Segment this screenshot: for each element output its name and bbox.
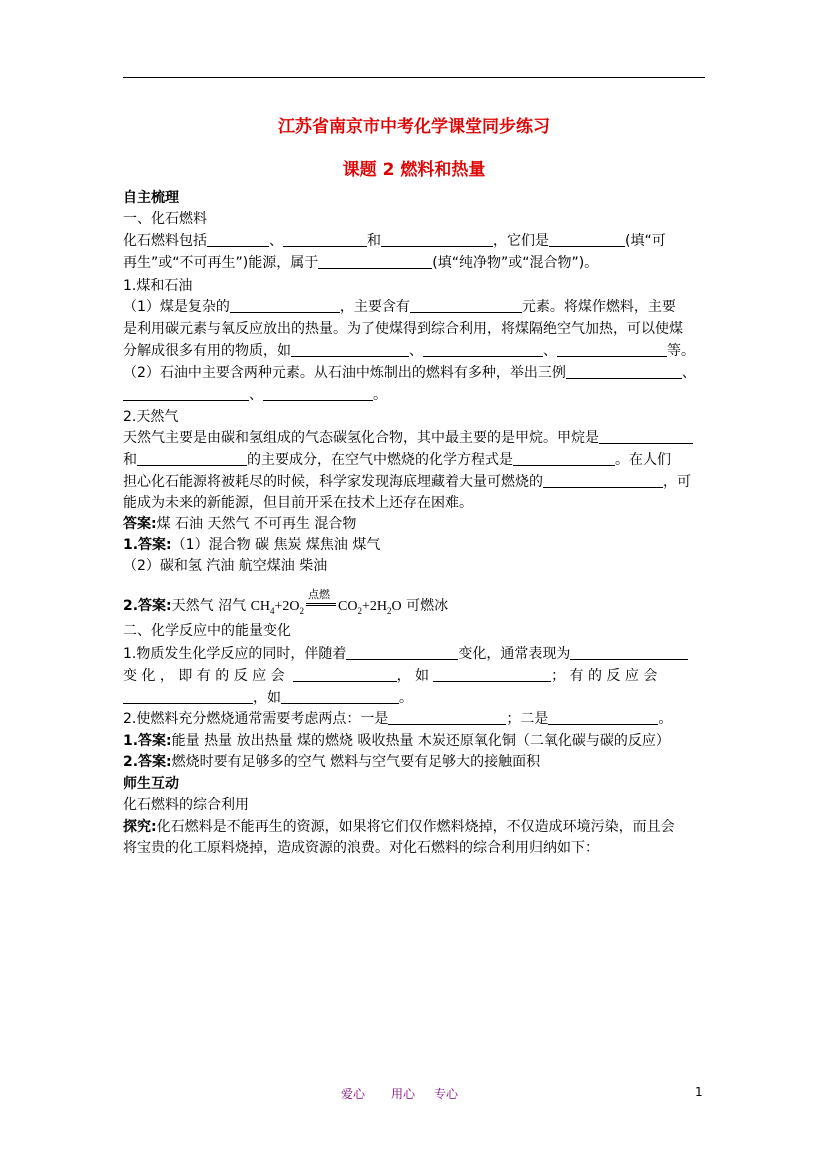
question-text: 分解成很多有用的物质，如 — [123, 343, 291, 359]
fill-blank[interactable] — [543, 473, 663, 488]
question-line — [123, 342, 705, 360]
question-text: 天然气主要是由碳和氢组成的气态碳氢化合物，其中最主要的是甲烷。甲烷是 — [123, 430, 599, 446]
formula-part: CO — [338, 599, 358, 614]
question-text: ； 有 的 反 应 会 — [551, 668, 658, 684]
answer-line — [123, 515, 705, 533]
formula-part: O — [391, 599, 402, 614]
formula-part: +2H — [362, 599, 388, 614]
fill-blank[interactable] — [423, 342, 543, 357]
formula-subscript: 2 — [357, 605, 362, 616]
footer-text: 专心 — [434, 1087, 459, 1101]
page-subtitle: 课题 2 燃料和热量 — [342, 160, 486, 180]
fill-blank[interactable] — [566, 364, 682, 379]
question-line — [123, 386, 705, 404]
fill-blank[interactable] — [123, 386, 249, 401]
fill-blank[interactable] — [207, 232, 269, 247]
answer-line — [123, 753, 705, 771]
question-line — [123, 667, 705, 685]
question-text: 等。 — [667, 343, 695, 359]
question-text: 、 — [249, 387, 263, 403]
question-text: 2.使燃料充分燃烧通常需要考虑两点：一是 — [123, 711, 389, 727]
question-text: （1）煤是复杂的 — [123, 299, 230, 315]
section-heading-self-review: 自主梳理 — [123, 190, 179, 206]
question-text: 1.物质发生化学反应的同时，伴随着 — [123, 646, 347, 662]
question-line — [123, 232, 705, 250]
question-text: 变化，通常表现为 — [458, 646, 571, 662]
question-line — [123, 710, 705, 728]
question-text: ，它们是 — [493, 233, 549, 249]
fill-blank[interactable] — [123, 689, 253, 704]
question-text: 变 化 ， 即 有 的 反 应 会 — [123, 668, 285, 684]
explore-label: 探究: — [123, 819, 157, 835]
answer-label: 2.答案: — [123, 754, 172, 770]
formula-subscript: 2 — [299, 605, 305, 616]
fill-blank[interactable] — [410, 298, 522, 313]
question-text: 和 — [123, 452, 137, 468]
answer-text: 天然气 沼气 — [171, 598, 251, 614]
answer-line — [123, 589, 705, 620]
answer-label: 1.答案: — [123, 537, 172, 553]
answer-line — [123, 732, 705, 750]
footer-text: 爱心 — [341, 1087, 366, 1101]
question-text: ，如 — [253, 690, 281, 706]
fill-blank[interactable] — [318, 254, 432, 269]
explore-text: 化石燃料是不能再生的资源，如果将它们仅作燃料烧掉，不仅造成环境污染，而且会 — [156, 819, 675, 835]
reaction-arrow — [304, 589, 338, 616]
paragraph-line: 能成为未来的新能源，但目前开采在技术上还存在困难。 — [123, 495, 473, 511]
question-text: 的主要成分，在空气中燃烧的化学方程式是 — [247, 452, 513, 468]
question-line — [123, 645, 705, 663]
question-text: 和 — [367, 233, 381, 249]
explore-text: 将宝贵的化工原料烧掉，造成资源的浪费。对化石燃料的综合利用归纳如下： — [123, 840, 599, 856]
question-text: ，主要含有 — [339, 299, 410, 315]
question-text: ， 如 — [396, 668, 430, 684]
question-text: 再生”或“不可再生”)能源，属于 — [123, 255, 319, 271]
question-text: 、 — [269, 233, 283, 249]
fill-blank[interactable] — [549, 232, 625, 247]
question-line — [123, 689, 705, 707]
subsection-fossil-fuel-use: 化石燃料的综合利用 — [123, 797, 249, 813]
header-rule — [123, 77, 705, 78]
question-text: ，可 — [663, 474, 691, 490]
chemical-equation — [250, 589, 402, 616]
question-line — [123, 298, 705, 316]
formula-subscript: 4 — [270, 605, 275, 616]
question-line — [123, 364, 705, 382]
subsection-energy-change: 二、化学反应中的能量变化 — [123, 623, 291, 639]
fill-blank[interactable] — [433, 667, 551, 682]
question-line — [123, 451, 705, 469]
fill-blank[interactable] — [137, 451, 247, 466]
question-text: 担心化石能源将被耗尽的时候，科学家发现海底埋藏着大量可燃烧的 — [123, 474, 543, 490]
subsection-fossil-fuels: 一、化石燃料 — [123, 211, 207, 227]
answer-line — [123, 536, 705, 554]
question-text: 元素。将煤作燃料，主要 — [521, 299, 676, 315]
answer-text: 燃烧时要有足够多的空气 燃料与空气要有足够大的接触面积 — [171, 754, 541, 770]
answer-label: 2.答案: — [123, 598, 172, 614]
fill-blank[interactable] — [263, 386, 373, 401]
fill-blank[interactable] — [381, 232, 493, 247]
fill-blank[interactable] — [293, 667, 397, 682]
answer-label: 答案: — [123, 516, 157, 532]
answer-text: （2）碳和氢 汽油 航空煤油 柴油 — [123, 558, 328, 574]
fill-blank[interactable] — [570, 645, 688, 660]
footer-text: 用心 — [391, 1087, 416, 1101]
fill-blank[interactable] — [281, 689, 399, 704]
question-text: 。 — [373, 387, 387, 403]
question-text: 。 — [399, 690, 413, 706]
formula-part: CH — [250, 599, 271, 614]
question-text: ；二是 — [506, 711, 549, 727]
question-line — [123, 429, 705, 447]
fill-blank[interactable] — [230, 298, 340, 313]
paragraph-line: 是利用碳元素与氧反应放出的热量。为了使煤得到综合利用，将煤隔绝空气加热，可以使煤 — [123, 321, 683, 337]
answer-text: 能量 热量 放出热量 煤的燃烧 吸收热量 木炭还原氧化铜（二氧化碳与碳的反应） — [171, 733, 670, 749]
fill-blank[interactable] — [599, 429, 693, 444]
answer-text: 煤 石油 天然气 不可再生 混合物 — [156, 516, 357, 532]
question-line — [123, 473, 705, 491]
question-text: 、 — [543, 343, 557, 359]
question-text: 。在人们 — [615, 452, 671, 468]
fill-blank[interactable] — [513, 451, 615, 466]
page-title: 江苏省南京市中考化学课堂同步练习 — [278, 117, 550, 137]
answer-text: 可燃冰 — [401, 598, 449, 614]
formula-subscript: 2 — [387, 605, 392, 616]
fill-blank[interactable] — [557, 342, 667, 357]
reaction-condition: 点燃 — [308, 589, 331, 601]
fill-blank[interactable] — [283, 232, 367, 247]
question-text: (填“可 — [625, 233, 666, 249]
question-text: 、 — [681, 365, 696, 381]
page-number: 1 — [695, 1085, 703, 1099]
explore-line — [123, 818, 705, 836]
question-text: 、 — [409, 343, 423, 359]
formula-part: +2O — [274, 599, 300, 614]
item-heading-coal-oil: 1.煤和石油 — [123, 278, 193, 294]
question-text: 。 — [658, 711, 673, 727]
question-line — [123, 254, 705, 272]
question-text: (填“纯净物”或“混合物”)。 — [432, 255, 599, 271]
fill-blank[interactable] — [291, 342, 409, 357]
fill-blank[interactable] — [388, 710, 506, 725]
answer-label: 1.答案: — [123, 733, 172, 749]
section-heading-interaction: 师生互动 — [123, 776, 179, 792]
fill-blank[interactable] — [548, 710, 658, 725]
question-text: （2）石油中主要含两种元素。从石油中炼制出的燃料有多种，举出三例 — [123, 365, 566, 381]
fill-blank[interactable] — [346, 645, 458, 660]
answer-text: （1）混合物 碳 焦炭 煤焦油 煤气 — [171, 537, 381, 553]
item-heading-natural-gas: 2.天然气 — [123, 409, 179, 425]
question-text: 化石燃料包括 — [123, 233, 207, 249]
